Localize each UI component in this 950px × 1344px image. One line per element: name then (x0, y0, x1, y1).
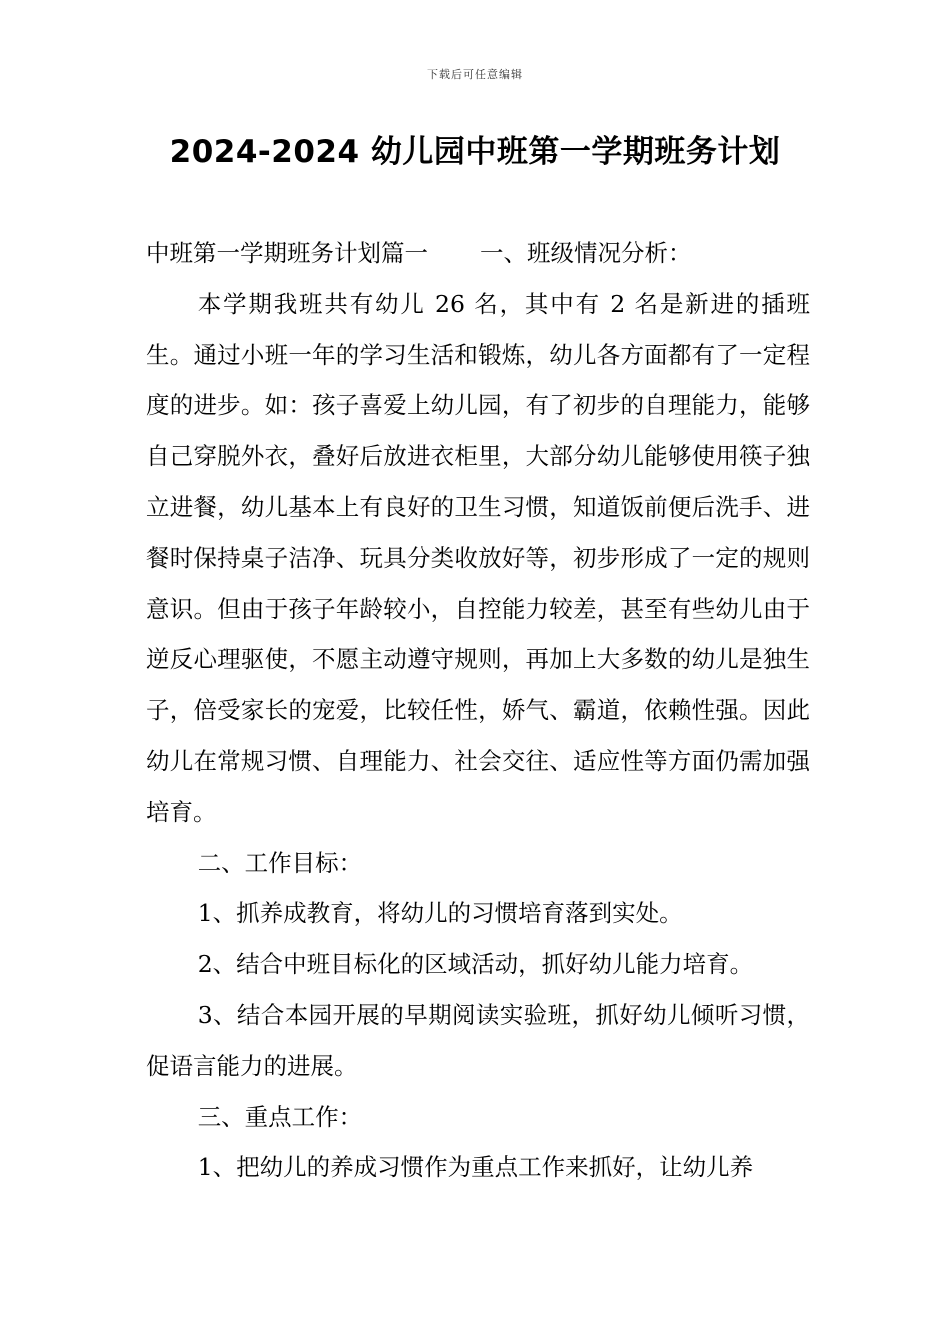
document-body (146, 228, 810, 1193)
plan-name: 中班第一学期班务计划篇一 (146, 239, 428, 267)
goal-item-2: 2、结合中班目标化的区域活动，抓好幼儿能力培育。 (197, 950, 754, 979)
section-3-heading: 三、重点工作： (197, 1102, 363, 1131)
goal-item-1: 1、抓养成教育，将幼儿的习惯培育落到实处。 (197, 899, 683, 928)
goal-item-3: 3、结合本园开展的早期阅读实验班，抓好幼儿倾听习惯，促语言能力的进展。 (146, 1000, 810, 1080)
section-2-heading: 二、工作目标： (197, 848, 363, 877)
header-note: 下载后可任意编辑 (427, 68, 523, 81)
intro-line (146, 228, 810, 279)
analysis-paragraph: 本学期我班共有幼儿 26 名，其中有 2 名是新进的插班生。通过小班一年的学习生活和锻炼，幼儿各方面都有了一定程度的进步。如：孩子喜爱上幼儿园，有了初步的自理能力，能够自己穿脱外衣，叠好后放进衣柜里，大部分幼儿能够使用筷子独立进餐，幼儿基本上有良好的卫生习惯，知道饭前便后洗手、进餐时保持桌子洁净、玩具分类收放好等，初步形成了一定的规则意识。但由于孩子年龄较小，自控能力较差，甚至有些幼儿由于逆反心理驱使，不愿主动遵守规则，再加上大多数的幼儿是独生子，倍受家长的宠爱，比较任性，娇气、霸道，依赖性强。因此幼儿在常规习惯、自理能力、社会交往、适应性等方面仍需加强培育。 (146, 289, 810, 826)
section-1-heading: 一、班级情况分析： (480, 239, 692, 267)
key-work-item-1: 1、把幼儿的养成习惯作为重点工作来抓好，让幼儿养 (197, 1153, 754, 1182)
document-title: 2024-2024 幼儿园中班第一学期班务计划 (169, 134, 781, 170)
